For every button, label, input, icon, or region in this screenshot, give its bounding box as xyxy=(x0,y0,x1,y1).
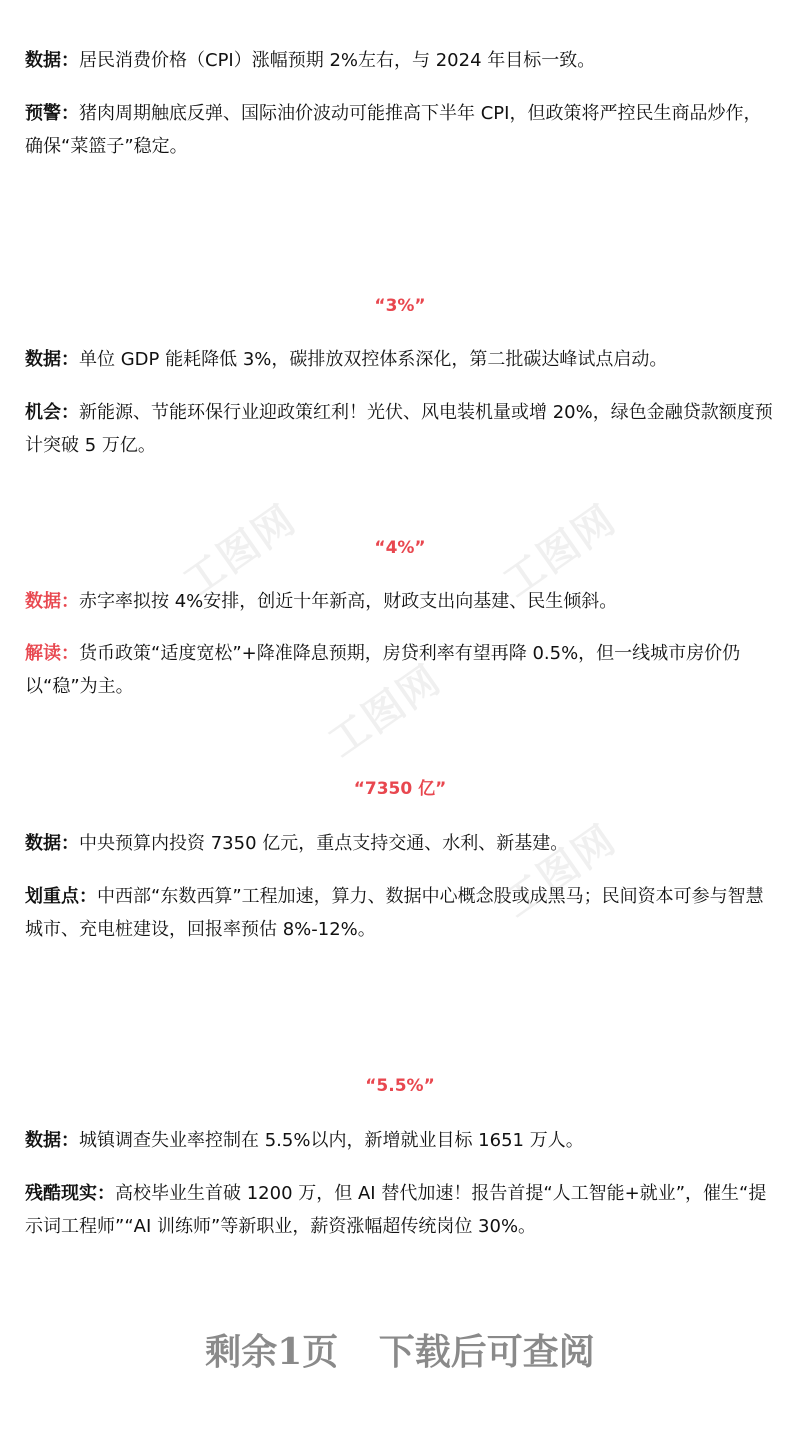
warning-label: 预警： xyxy=(25,103,79,124)
paragraph-text: 居民消费价格（CPI）涨幅预期 2%左右，与 2024 年目标一致。 xyxy=(79,50,596,71)
paragraph-text: 中央预算内投资 7350 亿元，重点支持交通、水利、新基建。 xyxy=(79,833,569,854)
deficit-interpretation-paragraph xyxy=(25,637,777,703)
remaining-pages-text: 剩余1页 xyxy=(205,1331,339,1373)
energy-data-paragraph xyxy=(25,343,777,376)
watermark: 工图网 xyxy=(495,816,625,927)
keypoint-label: 划重点： xyxy=(25,886,97,907)
section-heading-5-5pct: “5.5%” xyxy=(365,1076,435,1096)
jobs-data-paragraph xyxy=(25,1124,777,1157)
download-to-view-text: 下载后可查阅 xyxy=(378,1331,595,1373)
data-label: 数据： xyxy=(25,50,79,71)
interpretation-label: 解读： xyxy=(25,643,79,664)
cpi-warning-paragraph xyxy=(25,97,777,163)
paragraph-text: 货币政策“适度宽松”+降准降息预期，房贷利率有望再降 0.5%，但一线城市房价仍以“稳”为主。 xyxy=(25,643,741,697)
paragraph-text: 猪肉周期触底反弹、国际油价波动可能推高下半年 CPI，但政策将严控民生商品炒作，确保“菜篮子”稳定。 xyxy=(25,103,762,157)
jobs-reality-paragraph xyxy=(25,1177,777,1243)
data-label: 数据： xyxy=(25,1130,79,1151)
data-label: 数据： xyxy=(25,591,79,612)
deficit-data-paragraph xyxy=(25,585,777,618)
investment-keypoint-paragraph xyxy=(25,880,777,946)
paragraph-text: 城镇调查失业率控制在 5.5%以内，新增就业目标 1651 万人。 xyxy=(79,1130,584,1151)
watermark: 工图网 xyxy=(175,496,305,607)
section-heading-7350: “7350 亿” xyxy=(353,779,447,799)
data-label: 数据： xyxy=(25,349,79,370)
download-footer[interactable] xyxy=(0,1328,800,1376)
paragraph-text: 赤字率拟按 4%安排，创近十年新高，财政支出向基建、民生倾斜。 xyxy=(79,591,618,612)
investment-data-paragraph xyxy=(25,827,777,860)
cpi-data-paragraph xyxy=(25,44,777,77)
paragraph-text: 高校毕业生首破 1200 万，但 AI 替代加速！报告首提“人工智能+就业”，催生“提示词工程师”“AI 训练师”等新职业，薪资涨幅超传统岗位 30%。 xyxy=(25,1183,767,1237)
data-label: 数据： xyxy=(25,833,79,854)
opportunity-label: 机会： xyxy=(25,402,79,423)
paragraph-text: 新能源、节能环保行业迎政策红利！光伏、风电装机量或增 20%，绿色金融贷款额度预计突破 5 万亿。 xyxy=(25,402,773,456)
energy-opportunity-paragraph xyxy=(25,396,777,462)
reality-label: 残酷现实： xyxy=(25,1183,115,1204)
watermark: 工图网 xyxy=(495,496,625,607)
watermark: 工图网 xyxy=(320,656,450,767)
paragraph-text: 单位 GDP 能耗降低 3%，碳排放双控体系深化，第二批碳达峰试点启动。 xyxy=(79,349,668,370)
section-heading-4pct: “4%” xyxy=(374,538,426,558)
section-heading-3pct: “3%” xyxy=(374,296,426,316)
paragraph-text: 中西部“东数西算”工程加速，算力、数据中心概念股或成黑马；民间资本可参与智慧城市、充电桩建设，回报率预估 8%-12%。 xyxy=(25,886,764,940)
